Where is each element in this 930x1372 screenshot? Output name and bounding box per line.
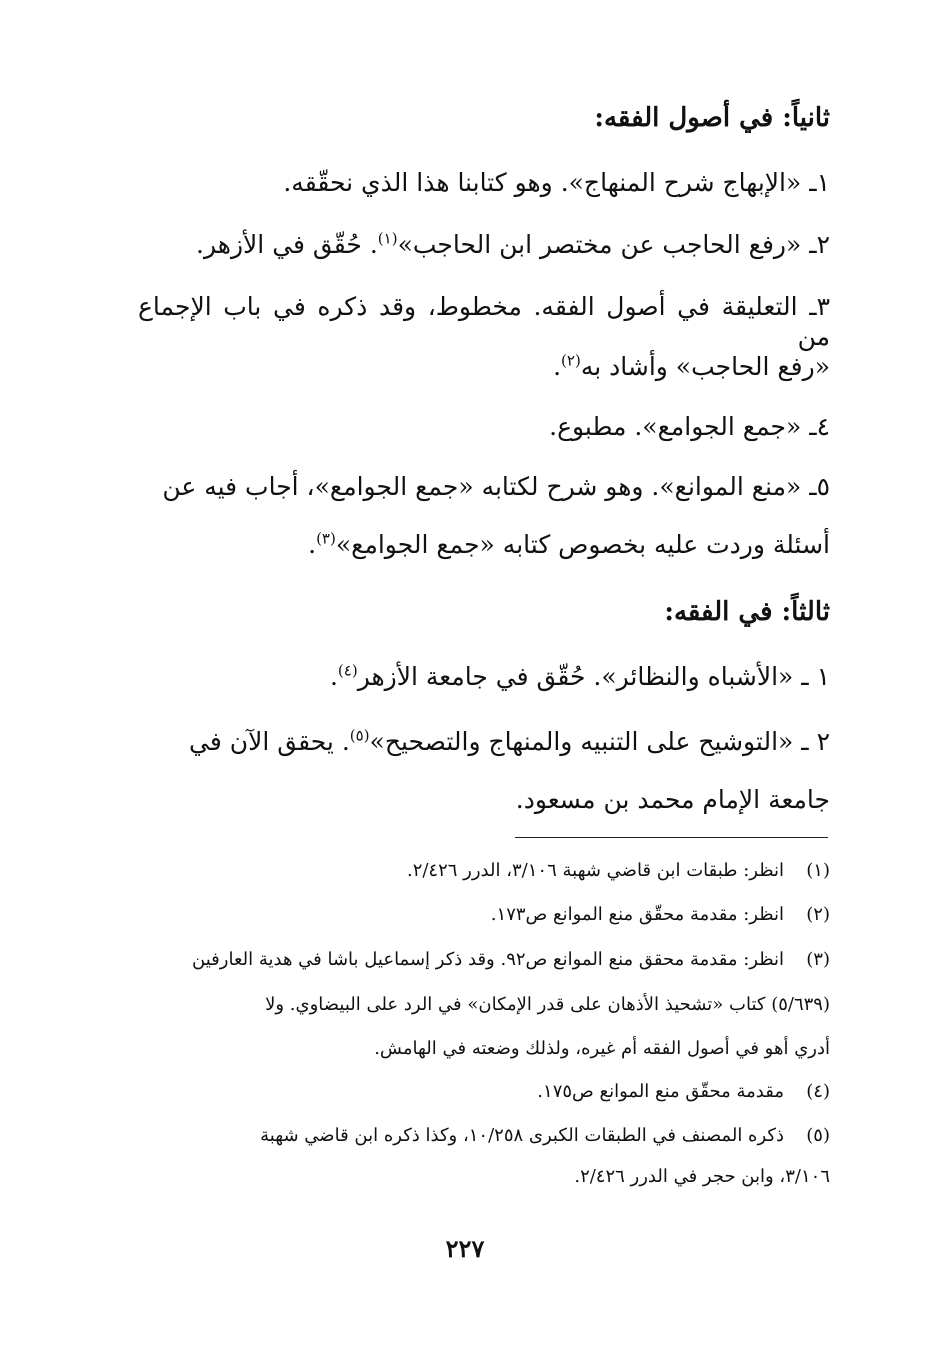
item-text: . حُقّق في الأزهر.	[196, 230, 378, 259]
footnote-text: انظر: مقدمة محقق منع الموانع ص٩٢. وقد ذكر إسماعيل باشا في هدية العارفين	[192, 949, 784, 970]
list-item	[138, 662, 830, 692]
footnote-text: (٥/٦٣٩) كتاب «تشحيذ الأذهان على قدر الإمكان» في الرد على البيضاوي. ولا	[265, 994, 830, 1015]
item-text: ١ ـ «الأشباه والنظائر». حُقّق في جامعة الأزهر	[357, 662, 830, 691]
footnote-ref: (١)	[377, 229, 398, 248]
item-text: . يحقق الآن في	[189, 727, 350, 756]
footnote-text: انظر: طبقات ابن قاضي شهبة ٣/١٠٦، الدرر ٢/٤٢٦.	[406, 860, 784, 881]
footnote-number: (٢)	[806, 904, 830, 925]
item-text: ٢ـ «رفع الحاجب عن مختصر ابن الحاجب»	[397, 230, 830, 259]
footnote-text: مقدمة محقّق منع الموانع ص١٧٥.	[537, 1081, 784, 1102]
item-text: .	[308, 530, 317, 559]
footnote-text: ذكره المصنف في الطبقات الكبرى ١٠/٢٥٨، وكذا ذكره ابن قاضي شهبة	[260, 1125, 784, 1146]
item-text: ٥ـ «منع الموانع». وهو شرح لكتابه «جمع الجوامع»، أجاب فيه عن	[162, 472, 830, 501]
footnote-ref: (٢)	[561, 351, 581, 370]
footnote	[138, 1080, 830, 1104]
footnote-text: انظر: مقدمة محقّق منع الموانع ص١٧٣.	[490, 904, 784, 925]
footnote	[138, 859, 830, 883]
footnote-number: (٥)	[806, 1125, 830, 1146]
footnote-number: (٤)	[806, 1081, 830, 1102]
footnote-text: أدري أهو في أصول الفقه أم غيره، ولذلك وضعته في الهامش.	[374, 1038, 830, 1059]
list-item-continuation	[138, 530, 830, 560]
footnote-ref: (٣)	[316, 529, 336, 548]
item-text: .	[553, 352, 562, 381]
list-item-continuation	[138, 785, 830, 815]
footnote-ref: (٥)	[349, 726, 370, 745]
item-text: أسئلة وردت عليه بخصوص كتابه «جمع الجوامع»	[335, 530, 830, 559]
item-text: ٤ـ «جمع الجوامع». مطبوع.	[549, 412, 830, 441]
heading-text: ثانياً: في أصول الفقه:	[594, 103, 830, 133]
footnote	[138, 948, 830, 972]
footnote-continuation	[184, 993, 830, 1017]
footnote-continuation	[184, 1165, 830, 1189]
item-text: «رفع الحاجب» وأشاد به	[580, 352, 830, 381]
heading-text: ثالثاً: في الفقه:	[664, 597, 830, 627]
footnote-number: (١)	[806, 860, 830, 881]
list-item	[138, 412, 830, 442]
section-heading-usul	[138, 103, 830, 133]
footnote-ref: (٤)	[337, 661, 358, 680]
footnote-separator	[515, 837, 828, 838]
footnote	[138, 1124, 830, 1148]
list-item	[138, 727, 830, 757]
section-heading-fiqh	[138, 597, 830, 627]
list-item	[138, 472, 830, 502]
item-text: جامعة الإمام محمد بن مسعود.	[515, 785, 830, 814]
item-text: ٢ ـ «التوشيح على التنبيه والمنهاج والتصحيح»	[369, 727, 830, 756]
list-item	[138, 168, 830, 198]
footnote-number: (٣)	[806, 949, 830, 970]
list-item	[138, 230, 830, 260]
list-item-continuation	[138, 352, 830, 382]
footnote-text: ٣/١٠٦، وابن حجر في الدرر ٢/٤٢٦.	[574, 1166, 830, 1187]
footnote-continuation	[184, 1037, 830, 1061]
item-text: .	[329, 662, 338, 691]
page-number: ٢٢٧	[445, 1234, 485, 1263]
list-item	[138, 292, 830, 352]
item-text: ٣ـ التعليقة في أصول الفقه. مخطوط، وقد ذكره في باب الإجماع من	[138, 292, 830, 351]
item-text: ١ـ «الإبهاج شرح المنهاج». وهو كتابنا هذا الذي نحقّقه.	[283, 168, 830, 197]
footnote	[138, 903, 830, 927]
